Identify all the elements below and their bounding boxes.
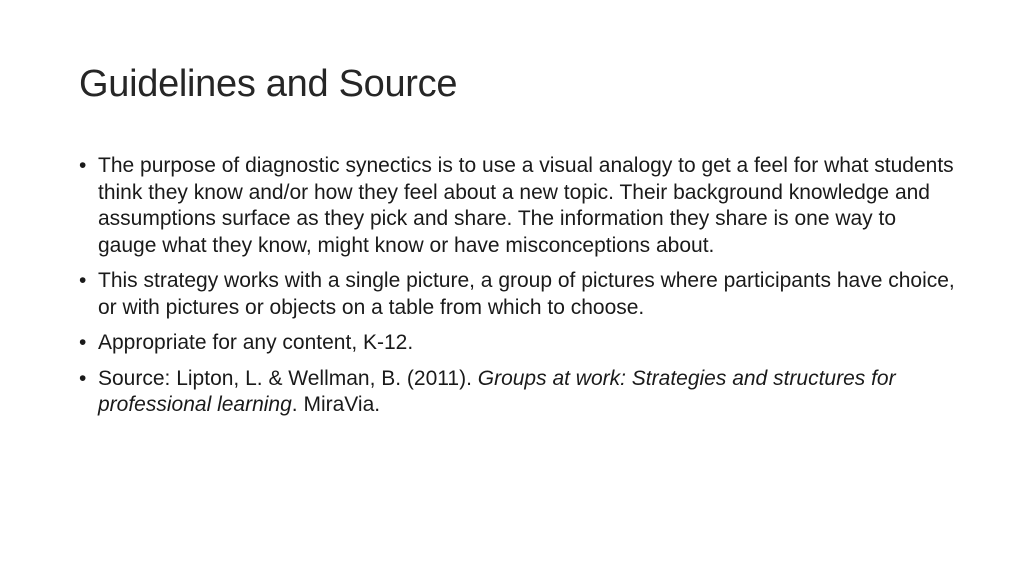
bullet-item-source xyxy=(79,366,959,419)
bullet-item-strategy xyxy=(79,268,959,321)
bullet-marker: • xyxy=(79,366,87,390)
bullet-item-purpose xyxy=(79,153,959,259)
bullet-marker: • xyxy=(79,331,87,354)
source-citation xyxy=(98,366,959,419)
citation-authors: Source: Lipton, L. & Wellman, B. (2011). xyxy=(98,366,478,390)
bullet-marker: • xyxy=(79,269,87,292)
bullet-marker: • xyxy=(79,154,87,177)
bullet-list xyxy=(79,153,959,428)
bullet-text: This strategy works with a single picture, a group of pictures where participants have choice, or with pictures or objects on a table from which to choose. xyxy=(98,269,955,319)
citation-book-title: Groups at work: Strategies and structures for professional learning xyxy=(98,366,896,416)
slide-title: Guidelines and Source xyxy=(79,63,458,105)
bullet-text: The purpose of diagnostic synectics is to use a visual analogy to get a feel for what students think they know and/or how they feel about a new topic. Their background knowledge and assumptions surface as they pick and share. The information they share is one way to gauge what they know, might know or have misconceptions about. xyxy=(98,154,954,257)
bullet-text: Appropriate for any content, K-12. xyxy=(98,331,414,354)
bullet-item-content xyxy=(79,330,959,357)
citation-publisher: . MiraVia. xyxy=(291,393,381,416)
